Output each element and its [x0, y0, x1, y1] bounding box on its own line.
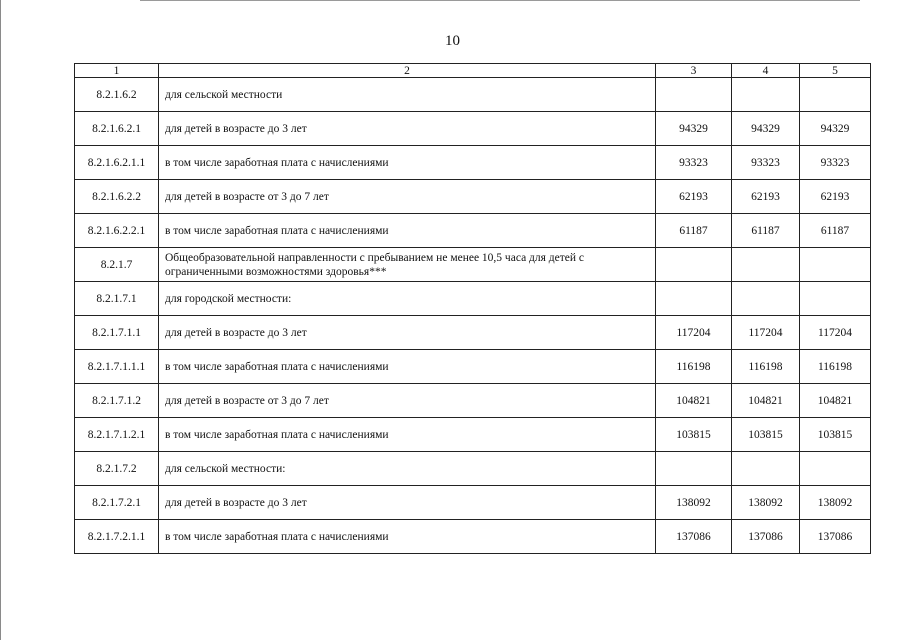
- row-value-col4-cell: 138092: [732, 486, 800, 520]
- row-value-col4-cell: [732, 452, 800, 486]
- table-row: [75, 452, 871, 486]
- row-description-cell: Общеобразовательной направленности с пребыванием не менее 10,5 часа для детей с ограниченными возможностями здоровья***: [159, 248, 656, 282]
- row-description-cell: для детей в возрасте до 3 лет: [159, 112, 656, 146]
- table-row: [75, 520, 871, 554]
- table-row: [75, 214, 871, 248]
- table-row: [75, 180, 871, 214]
- row-value-col3-cell: [656, 452, 732, 486]
- column-header-2: 2: [159, 64, 656, 78]
- column-header-4: 4: [732, 64, 800, 78]
- row-value-col4-cell: 103815: [732, 418, 800, 452]
- table-row: [75, 316, 871, 350]
- table-row: [75, 282, 871, 316]
- row-code-cell: 8.2.1.7.1.2: [75, 384, 159, 418]
- row-code-cell: 8.2.1.6.2.2: [75, 180, 159, 214]
- table-row: [75, 486, 871, 520]
- table-row: [75, 418, 871, 452]
- row-code-cell: 8.2.1.7.2.1.1: [75, 520, 159, 554]
- page-number: 10: [445, 33, 460, 49]
- row-code-cell: 8.2.1.7: [75, 248, 159, 282]
- row-code-cell: 8.2.1.7.2: [75, 452, 159, 486]
- table-row: [75, 78, 871, 112]
- row-value-col5-cell: 94329: [800, 112, 871, 146]
- row-value-col5-cell: 62193: [800, 180, 871, 214]
- scan-edge-top: [140, 0, 860, 1]
- row-value-col5-cell: 103815: [800, 418, 871, 452]
- row-code-cell: 8.2.1.7.1.1.1: [75, 350, 159, 384]
- row-description-cell: для городской местности:: [159, 282, 656, 316]
- row-description-cell: в том числе заработная плата с начислениями: [159, 146, 656, 180]
- row-value-col3-cell: 94329: [656, 112, 732, 146]
- row-code-cell: 8.2.1.6.2: [75, 78, 159, 112]
- row-value-col5-cell: 138092: [800, 486, 871, 520]
- row-value-col5-cell: 93323: [800, 146, 871, 180]
- row-code-cell: 8.2.1.7.1.2.1: [75, 418, 159, 452]
- row-value-col4-cell: 104821: [732, 384, 800, 418]
- row-description-cell: для детей в возрасте от 3 до 7 лет: [159, 384, 656, 418]
- row-value-col3-cell: 137086: [656, 520, 732, 554]
- row-value-col3-cell: [656, 78, 732, 112]
- row-value-col3-cell: 138092: [656, 486, 732, 520]
- row-code-cell: 8.2.1.6.2.1.1: [75, 146, 159, 180]
- table-row: [75, 112, 871, 146]
- row-description-cell: для сельской местности: [159, 78, 656, 112]
- row-description-cell: в том числе заработная плата с начислениями: [159, 520, 656, 554]
- row-code-cell: 8.2.1.7.2.1: [75, 486, 159, 520]
- row-value-col4-cell: 116198: [732, 350, 800, 384]
- table-row: [75, 146, 871, 180]
- row-value-col3-cell: 116198: [656, 350, 732, 384]
- row-value-col4-cell: 137086: [732, 520, 800, 554]
- column-header-5: 5: [800, 64, 871, 78]
- row-value-col4-cell: [732, 248, 800, 282]
- row-value-col4-cell: 94329: [732, 112, 800, 146]
- row-value-col3-cell: 93323: [656, 146, 732, 180]
- row-value-col5-cell: [800, 78, 871, 112]
- row-value-col3-cell: [656, 248, 732, 282]
- tariff-table: [74, 63, 871, 554]
- row-value-col5-cell: 137086: [800, 520, 871, 554]
- row-value-col3-cell: 103815: [656, 418, 732, 452]
- row-description-cell: для детей в возрасте до 3 лет: [159, 316, 656, 350]
- row-value-col4-cell: [732, 78, 800, 112]
- row-value-col3-cell: [656, 282, 732, 316]
- row-description-cell: в том числе заработная плата с начислениями: [159, 350, 656, 384]
- row-value-col5-cell: 61187: [800, 214, 871, 248]
- row-description-cell: для детей в возрасте от 3 до 7 лет: [159, 180, 656, 214]
- column-header-3: 3: [656, 64, 732, 78]
- row-value-col5-cell: [800, 452, 871, 486]
- row-value-col3-cell: 104821: [656, 384, 732, 418]
- row-value-col5-cell: 116198: [800, 350, 871, 384]
- row-value-col4-cell: [732, 282, 800, 316]
- row-value-col5-cell: [800, 282, 871, 316]
- row-description-cell: для детей в возрасте до 3 лет: [159, 486, 656, 520]
- scan-edge-left: [0, 0, 1, 640]
- row-value-col5-cell: [800, 248, 871, 282]
- column-header-1: 1: [75, 64, 159, 78]
- row-value-col5-cell: 104821: [800, 384, 871, 418]
- row-value-col3-cell: 62193: [656, 180, 732, 214]
- row-description-cell: в том числе заработная плата с начислениями: [159, 214, 656, 248]
- table-row: [75, 384, 871, 418]
- table-body: [75, 78, 871, 554]
- table-row: [75, 248, 871, 282]
- row-description-cell: для сельской местности:: [159, 452, 656, 486]
- row-value-col4-cell: 93323: [732, 146, 800, 180]
- row-code-cell: 8.2.1.7.1.1: [75, 316, 159, 350]
- row-value-col4-cell: 62193: [732, 180, 800, 214]
- row-code-cell: 8.2.1.6.2.2.1: [75, 214, 159, 248]
- column-number-row: [75, 64, 871, 78]
- row-value-col3-cell: 61187: [656, 214, 732, 248]
- row-value-col5-cell: 117204: [800, 316, 871, 350]
- row-value-col4-cell: 117204: [732, 316, 800, 350]
- row-code-cell: 8.2.1.6.2.1: [75, 112, 159, 146]
- table-row: [75, 350, 871, 384]
- row-code-cell: 8.2.1.7.1: [75, 282, 159, 316]
- row-description-cell: в том числе заработная плата с начислениями: [159, 418, 656, 452]
- row-value-col4-cell: 61187: [732, 214, 800, 248]
- row-value-col3-cell: 117204: [656, 316, 732, 350]
